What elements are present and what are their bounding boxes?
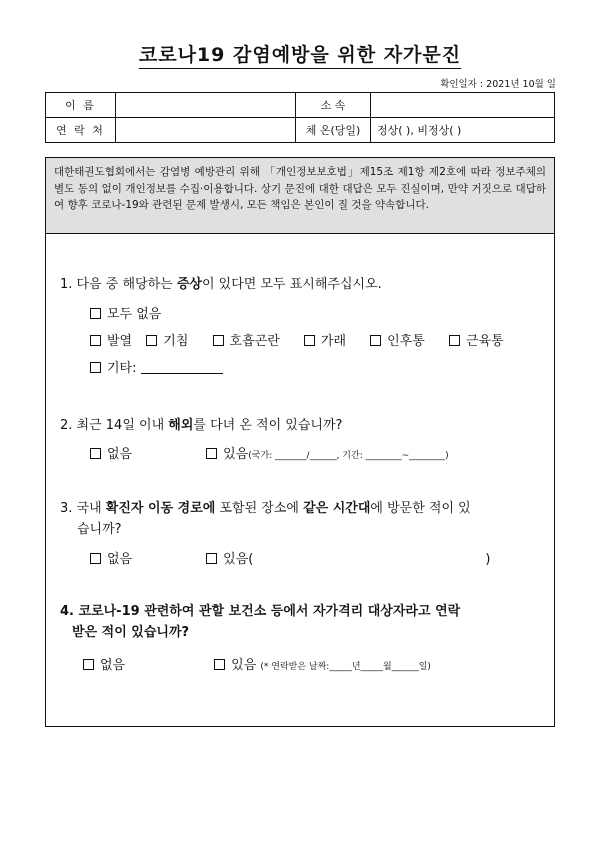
q1-row-1 xyxy=(90,303,161,322)
q1-option-none[interactable]: 모두 없음 xyxy=(90,303,161,322)
checkbox-icon xyxy=(83,659,94,670)
checkbox-icon xyxy=(90,448,101,459)
q2-yes-detail: (국가: _______/______, 기간: ________~________) xyxy=(248,451,449,461)
contact-field[interactable] xyxy=(116,118,296,143)
questionnaire-box xyxy=(45,157,555,727)
question-2-text: 2. 최근 14일 이내 해외를 다녀 온 적이 있습니까? xyxy=(60,418,343,433)
question-1-text: 1. 다음 중 해당하는 증상이 있다면 모두 표시해주십시오. xyxy=(60,277,382,292)
temperature-label: 체 온(당일) xyxy=(296,118,371,143)
q2-option-no[interactable]: 없음 xyxy=(90,443,202,462)
question-4 xyxy=(60,601,550,643)
question-3-text: 3. 국내 확진자 이동 경로에 포함된 장소에 같은 시간대에 방문한 적이 있 xyxy=(60,501,471,516)
contact-label: 연 락 처 xyxy=(46,118,116,143)
info-row-1 xyxy=(46,93,555,118)
name-field[interactable] xyxy=(116,93,296,118)
question-3-text-line2: 습니까? xyxy=(77,522,122,537)
document-title-text: 코로나19 감염예방을 위한 자가문진 xyxy=(139,44,461,69)
temperature-field[interactable]: 정상( ), 비정상( ) xyxy=(371,118,555,143)
q1-row-2 xyxy=(90,330,504,349)
q4-yes-detail: (* 연락받은 날짜:_____년_____월______일) xyxy=(260,662,431,672)
name-label: 이 름 xyxy=(46,93,116,118)
question-1 xyxy=(60,273,382,292)
checkbox-icon xyxy=(449,335,460,346)
checkbox-icon xyxy=(206,553,217,564)
q2-option-yes[interactable]: 있음(국가: _______/______, 기간: ________~________) xyxy=(206,443,449,462)
checkbox-icon xyxy=(146,335,157,346)
privacy-notice: 대한태권도협회에서는 감염병 예방관리 위해 「개인정보보호법」제15조 제1항 제2호에 따라 정보주체의 별도 동의 없이 개인정보를 수집·이용합니다. 상기 문진에 대한 대답은 모두 진실이며, 만약 거짓으로 대답하여 향후 코로나-19와 관련된 문제 발생시, 모든 책임은 본인이 질 것을 약속합니다. xyxy=(46,158,554,234)
q1-option-fever[interactable]: 발열 xyxy=(90,330,132,349)
checkbox-icon xyxy=(90,335,101,346)
q2-options xyxy=(90,443,449,462)
q3-option-yes[interactable]: 있음( ) xyxy=(206,548,490,567)
checkbox-icon xyxy=(90,308,101,319)
q3-options xyxy=(90,548,490,567)
q1-row-3 xyxy=(90,357,223,376)
checkbox-icon xyxy=(304,335,315,346)
checkbox-icon xyxy=(370,335,381,346)
question-4-text: 4. 코로나-19 관련하여 관할 보건소 등에서 자가격리 대상자라고 연락 xyxy=(60,604,461,619)
checkbox-icon xyxy=(214,659,225,670)
affiliation-label: 소 속 xyxy=(296,93,371,118)
question-2 xyxy=(60,414,342,433)
q4-options xyxy=(83,654,431,673)
info-table xyxy=(45,92,555,143)
confirm-date: 확인일자 : 2021년 10월 일 xyxy=(440,79,556,90)
question-3 xyxy=(60,498,550,540)
checkbox-icon xyxy=(90,362,101,373)
q1-option-throat[interactable]: 인후통 xyxy=(370,330,425,349)
q1-option-cough[interactable]: 기침 xyxy=(146,330,188,349)
checkbox-icon xyxy=(206,448,217,459)
question-4-text-line2: 받은 적이 있습니까? xyxy=(72,625,190,640)
q1-option-phlegm[interactable]: 가래 xyxy=(304,330,346,349)
checkbox-icon xyxy=(213,335,224,346)
q4-option-no[interactable]: 없음 xyxy=(83,654,210,673)
q1-option-other[interactable]: 기타: xyxy=(90,357,223,376)
q3-option-no[interactable]: 없음 xyxy=(90,548,202,567)
document-title xyxy=(0,40,600,67)
checkbox-icon xyxy=(90,553,101,564)
q4-option-yes[interactable]: 있음 (* 연락받은 날짜:_____년_____월______일) xyxy=(214,654,431,673)
affiliation-field[interactable] xyxy=(371,93,555,118)
q1-other-blank[interactable] xyxy=(141,362,223,374)
q1-option-muscle[interactable]: 근육통 xyxy=(449,330,504,349)
info-row-2 xyxy=(46,118,555,143)
q1-option-breath[interactable]: 호흡곤란 xyxy=(213,330,280,349)
